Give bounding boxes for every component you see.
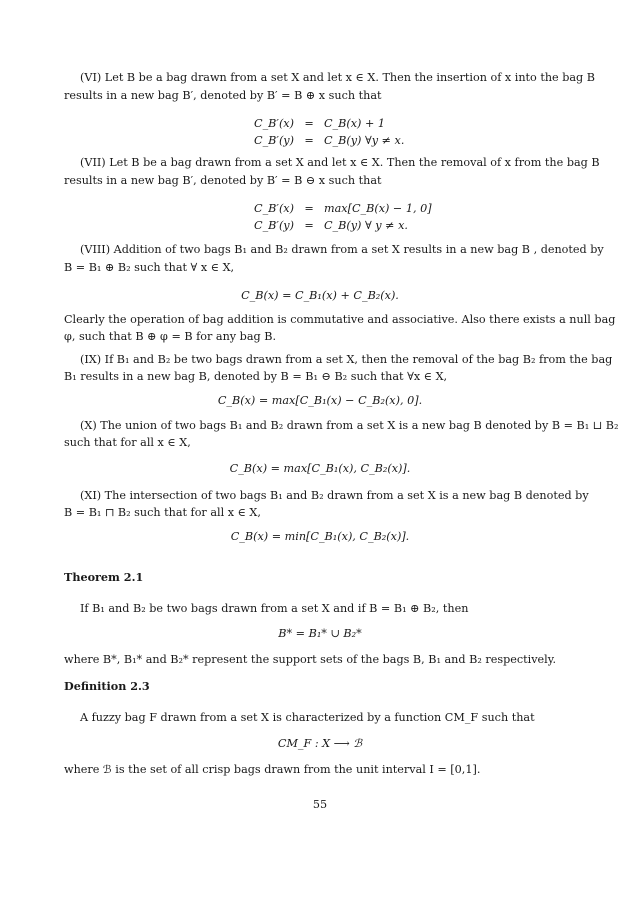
def10-line2: such that for all x ∈ X, bbox=[64, 436, 191, 449]
def9-equation: C_B(x) = max[C_B₁(x) − C_B₂(x), 0]. bbox=[217, 394, 423, 407]
theorem-equation: B* = B₁* ∪ B₂* bbox=[278, 627, 362, 640]
def7-line1: (VII) Let B be a bag drawn from a set X and let x ∈ X. Then the removal of x from the bag B bbox=[80, 156, 600, 169]
def6-line2: results in a new bag B′, denoted by B′ = B ⊕ x such that bbox=[64, 89, 382, 102]
def9-line2: B₁ results in a new bag B, denoted by B = B₁ ⊖ B₂ such that ∀x ∈ X, bbox=[64, 370, 448, 383]
def6-eq2-op: = bbox=[304, 134, 314, 147]
theorem-heading: Theorem 2.1 bbox=[64, 570, 144, 584]
definition-equation: CM_F : X ⟶ ℬ bbox=[277, 737, 363, 750]
def10-equation: C_B(x) = max[C_B₁(x), C_B₂(x)]. bbox=[229, 462, 411, 475]
def6-eq1-lhs: C_B′(x) bbox=[254, 117, 294, 130]
definition-line1: A fuzzy bag F drawn from a set X is characterized by a function CM_F such that bbox=[80, 711, 535, 724]
def7-eq1-op: = bbox=[304, 202, 314, 215]
def7-eq2-lhs: C_B′(y) bbox=[254, 219, 294, 232]
def6-eq1-rhs: C_B(x) + 1 bbox=[324, 117, 386, 130]
def8-line2: B = B₁ ⊕ B₂ such that ∀ x ∈ X, bbox=[64, 261, 235, 274]
page-number: 55 bbox=[312, 798, 328, 811]
def8-note-line1: Clearly the operation of bag addition is commutative and associative. Also there exists a null bag bbox=[64, 313, 616, 326]
def6-eq2-lhs: C_B′(y) bbox=[254, 134, 294, 147]
theorem-line2: where B*, B₁* and B₂* represent the support sets of the bags B, B₁ and B₂ respectively. bbox=[64, 653, 557, 666]
def10-line1: (X) The union of two bags B₁ and B₂ drawn from a set X is a new bag B denoted by B = B₁ ⊔ B₂ bbox=[80, 419, 619, 432]
def8-note-line2: φ, such that B ⊕ φ = B for any bag B. bbox=[64, 330, 277, 343]
def9-line1: (IX) If B₁ and B₂ be two bags drawn from a set X, then the removal of the bag B₂ from the bag bbox=[80, 353, 613, 366]
def11-equation: C_B(x) = min[C_B₁(x), C_B₂(x)]. bbox=[230, 530, 410, 543]
definition-line2: where ℬ is the set of all crisp bags drawn from the unit interval I = [0,1]. bbox=[64, 763, 481, 776]
def7-eq1-lhs: C_B′(x) bbox=[254, 202, 294, 215]
def6-eq1-op: = bbox=[304, 117, 314, 130]
def8-equation: C_B(x) = C_B₁(x) + C_B₂(x). bbox=[241, 289, 399, 302]
def6-eq2-rhs: C_B(y) ∀y ≠ x. bbox=[324, 134, 405, 147]
def6-line1: (VI) Let B be a bag drawn from a set X and let x ∈ X. Then the insertion of x into the bag B bbox=[80, 71, 595, 84]
def11-line1: (XI) The intersection of two bags B₁ and B₂ drawn from a set X is a new bag B denoted by bbox=[80, 489, 589, 502]
def7-eq2-op: = bbox=[304, 219, 314, 232]
def7-eq2-rhs: C_B(y) ∀ y ≠ x. bbox=[324, 219, 408, 232]
theorem-line1: If B₁ and B₂ be two bags drawn from a set X and if B = B₁ ⊕ B₂, then bbox=[80, 602, 469, 615]
def7-line2: results in a new bag B′, denoted by B′ = B ⊖ x such that bbox=[64, 174, 382, 187]
definition-heading: Definition 2.3 bbox=[64, 679, 150, 693]
def7-eq1-rhs: max[C_B(x) − 1, 0] bbox=[324, 202, 432, 215]
def8-line1: (VIII) Addition of two bags B₁ and B₂ drawn from a set X results in a new bag B , denoted by bbox=[80, 243, 604, 256]
def11-line2: B = B₁ ⊓ B₂ such that for all x ∈ X, bbox=[64, 506, 261, 519]
